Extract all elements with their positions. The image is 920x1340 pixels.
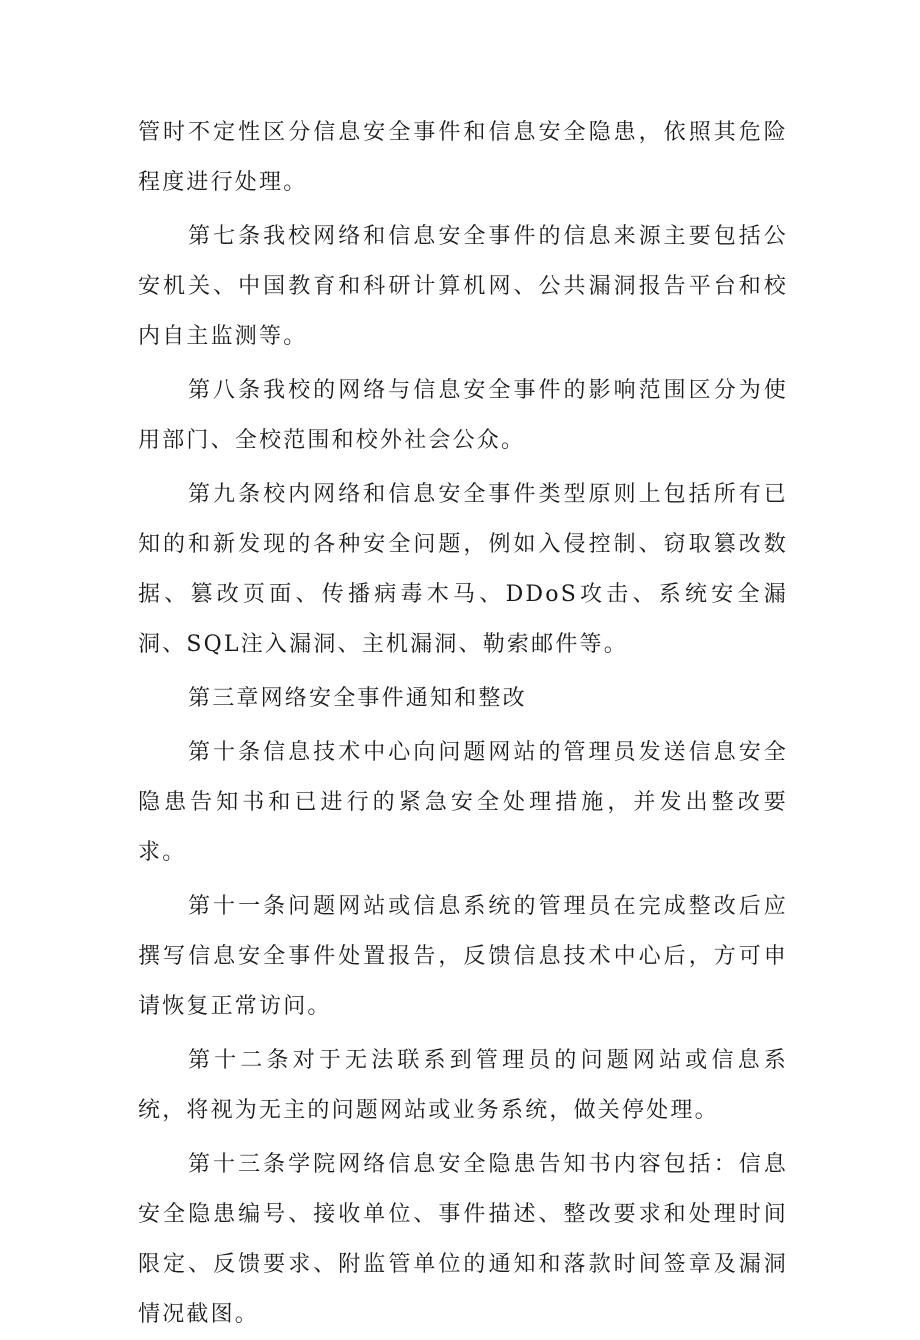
paragraph-article-13: 第十三条学院网络信息安全隐患告知书内容包括：信息安全隐患编号、接收单位、事件描述、整改要求和处理时间限定、反馈要求、附监管单位的通知和落款时间签章及漏洞情况截图。 [138,1152,788,1327]
paragraph-article-7: 第七条我校网络和信息安全事件的信息来源主要包括公安机关、中国教育和科研计算机网、公共漏洞报告平台和校内自主监测等。 [138,224,788,349]
paragraph-article-12: 第十二条对于无法联系到管理员的问题网站或信息系统，将视为无主的问题网站或业务系统，做关停处理。 [138,1048,788,1123]
paragraph-article-11: 第十一条问题网站或信息系统的管理员在完成整改后应撰写信息安全事件处置报告，反馈信息技术中心后，方可申请恢复正常访问。 [138,894,788,1019]
paragraph-article-8: 第八条我校的网络与信息安全事件的影响范围区分为使用部门、全校范围和校外社会公众。 [138,378,788,453]
paragraph-continuation: 管时不定性区分信息安全事件和信息安全隐患，依照其危险程度进行处理。 [138,120,788,195]
paragraph-article-9: 第九条校内网络和信息安全事件类型原则上包括所有已知的和新发现的各种安全问题，例如入侵控制、窃取篡改数据、篡改页面、传播病毒木马、DDoS攻击、系统安全漏洞、SQL注入漏洞、主机漏洞、勒索邮件等。 [138,482,788,657]
document-body [138,108,788,1340]
paragraph-article-10: 第十条信息技术中心向问题网站的管理员发送信息安全隐患告知书和已进行的紧急安全处理措施，并发出整改要求。 [138,740,788,865]
chapter-3-heading: 第三章网络安全事件通知和整改 [188,686,527,711]
